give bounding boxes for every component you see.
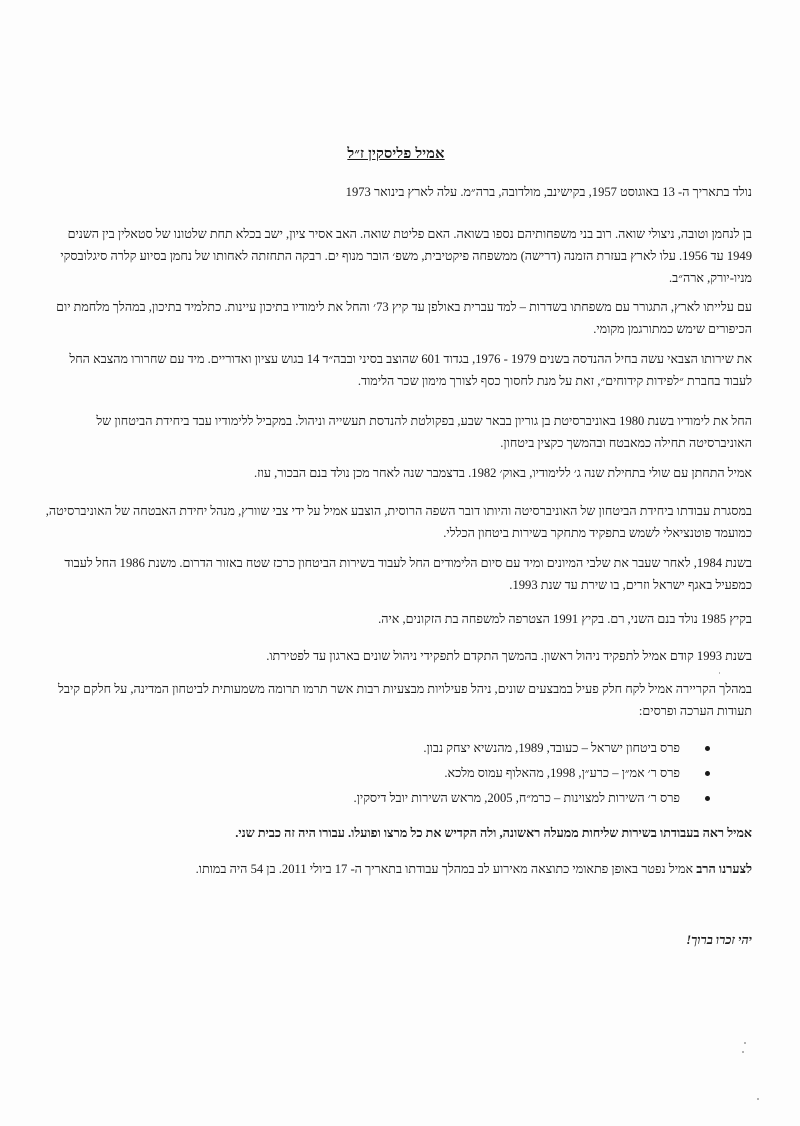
dedication-statement: אמיל ראה בעבודתו בשירות שליחות ממעלה ראשונה, ולה הקדיש את כל מרצו ופועלו. עבורו היה זה כבית שני. (235, 826, 752, 840)
scan-speck (719, 672, 720, 674)
scan-speck (742, 1051, 744, 1053)
list-item (40, 736, 752, 761)
marriage-paragraph: אמיל התחתן עם שולי בתחילת שנה ג׳ ללימודיו, באוק׳ 1982. בדצמבר שנה לאחר מכן נולד בנם הבכור, עוז. (253, 466, 752, 480)
passing-lead: לצערנו הרב (696, 862, 752, 876)
promotion-paragraph: בשנת 1993 קודם אמיל לתפקיד ניהול ראשון. בהמשך התקדם לתפקידי ניהול שונים בארגון עד לפטירתו. (266, 649, 752, 663)
scan-speck (757, 1098, 759, 1100)
bullet-icon (705, 771, 710, 776)
passing-text: אמיל נפטר באופן פתאומי כתוצאה מאירוע לב במהלך עבודתו בתאריך ה- 17 ביולי 2011. בן 54 היה במותו. (195, 862, 697, 876)
award-text: פרס ביטחון ישראל – כעובד, 1989, מהנשיא יצחק נבון. (423, 741, 680, 755)
awards-list (40, 736, 752, 811)
passing-paragraph (40, 858, 752, 880)
document-title: אמיל פליסקין ז״ל (347, 146, 445, 162)
bullet-icon (705, 746, 710, 751)
immigration-paragraph: עם עלייתו לארץ, התגורר עם משפחתו בשדרות – למד עברית באולפן עד קיץ 73׳ והחל את לימודיו בתיכון עיינות. כתלמיד בתיכון, במהלך מלחמת יום הכיפורים שימש כמתורגמן מקומי. (56, 300, 752, 336)
award-text: פרס ר׳ אמ״ן – כרע״ן, 1998, מהאלוף עמוס מלכא. (444, 766, 680, 780)
operations-paragraph: במהלך הקריירה אמיל לקח חלק פעיל במבצעים שונים, ניהל פעילויות מבצעיות רבות אשר תרמו תרומה משמעותית לביטחון המדינה, על חלקם קיבל תעודות הערכה ופרסים: (57, 682, 752, 718)
award-text: פרס ר׳ השירות למצוינות – כרמ״ח, 2005, מראש השירות יובל דיסקין. (353, 791, 680, 805)
family-paragraph: בן לנחמן וטובה, ניצולי שואה. רוב בני משפחותיהם נספו בשואה. האם פליטת שואה. האב אסיר ציון, ישב בכלא תחת שלטונו של סטאלין בין השנים 1949 עד 1956. עלו לארץ בעזרת הזמנה (דרישה) ממשפחה פיקטיבית, משפ׳ הובר מנוף ים. רבקה התחזתה לאחותו של נחמן בסיוע קלרה סיגלובסקי מניו-יורק, ארה״ב. (60, 227, 752, 285)
memorial-line: יהי זכרו ברוך! (686, 933, 752, 947)
studies-paragraph: החל את לימודיו בשנת 1980 באוניברסיטת בן גוריון בבאר שבע, בפקולטת להנדסת תעשייה וניהול. במקביל ללימודיו עבד ביחידת הביטחון של האוניברסיטה תחילה כמאבטח ובהמשך כקצין ביטחון. (96, 414, 752, 450)
recruitment-paragraph: במסגרת עבודתו ביחידת הביטחון של האוניברסיטה והיותו דובר השפה הרוסית, הוצבע אמיל על ידי צבי שוורץ, מנהל יחידת האבטחה של האוניברסיטה, כמועמד פוטנציאלי לשמש בתפקיד מתחקר בשירות ביטחון הכללי. (45, 504, 752, 540)
list-item (40, 761, 752, 786)
children-paragraph: בקיץ 1985 נולד בנם השני, רם. בקיץ 1991 הצטרפה למשפחה בת הזקונים, איה. (378, 612, 752, 626)
birth-paragraph: נולד בתאריך ה- 13 באוגוסט 1957, בקישינב, מולדובה, ברה״מ. עלה לארץ בינואר 1973 (345, 185, 752, 199)
military-paragraph: את שירותו הצבאי עשה בחיל ההנדסה בשנים 1979 - 1976, בגדוד 601 שהוצב בסיני ובבה״ד 14 בגוש עציון ואדוריים. מיד עם שחרורו מהצבא החל לעבוד בחברת ״לפידות קידוחים״, זאת על מנת לחסוך כסף לצורך מימון שכר הלימוד. (69, 352, 752, 388)
scan-speck (744, 1042, 746, 1044)
list-item (40, 786, 752, 811)
career-start-paragraph: בשנת 1984, לאחר שעבר את שלבי המיונים ומיד עם סיום הלימודים החל לעבוד בשירות הביטחון כרכז שטח באזור הדרום. משנת 1986 החל לעבוד כמפעיל באגף ישראל וזרים, בו שירת עד שנת 1993. (64, 556, 752, 592)
bullet-icon (705, 796, 710, 801)
